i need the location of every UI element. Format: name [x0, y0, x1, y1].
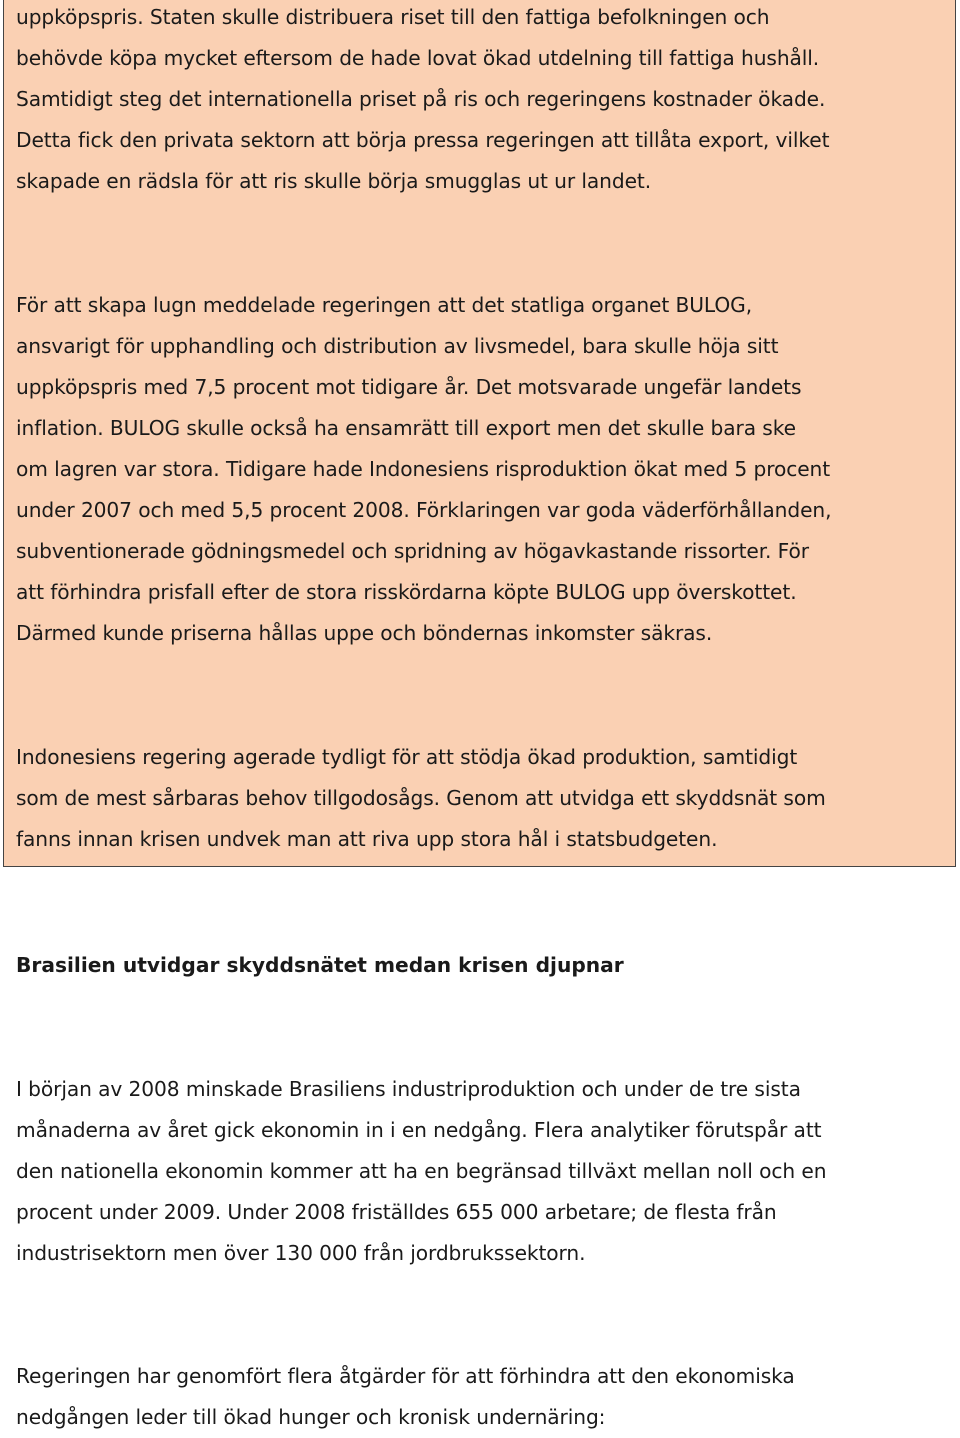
box-paragraph-3: Indonesiens regering agerade tydligt för att stödja ökad produktion, samtidigt som de mest sårbaras behov tillgodosågs. Genom att utvidga ett skyddsnät som fanns innan krisen undvek man att riva upp stora hål i statsbudgeten. [16, 745, 826, 851]
section-heading: Brasilien utvidgar skyddsnätet medan krisen djupnar [16, 953, 624, 977]
body-paragraph-2: Regeringen har genomfört flera åtgärder för att förhindra att den ekonomiska nedgången leder till ökad hunger och kronisk undernäring: [16, 1364, 795, 1429]
box-paragraph-1: uppköpspris. Staten skulle distribuera riset till den fattiga befolkningen och behövde köpa mycket eftersom de hade lovat ökad utdelning till fattiga hushåll. Samtidigt steg det internationella priset på ris och regeringens kostnader ökade. Detta fick den privata sektorn att börja pressa regeringen att tillåta export, vilket skapade en rädsla för att ris skulle börja smugglas ut ur landet. [16, 5, 830, 193]
box-paragraph-2: För att skapa lugn meddelade regeringen att det statliga organet BULOG, ansvarigt för upphandling och distribution av livsmedel, bara skulle höja sitt uppköpspris med 7,5 procent mot tidigare år. Det motsvarade ungefär landets inflation. BULOG skulle också ha ensamrätt till export men det skulle bara ske om lagren var stora. Tidigare hade Indonesiens risproduktion ökat med 5 procent under 2007 och med 5,5 procent 2008. Förklaringen var goda väderförhållanden, subventionerade gödningsmedel och spridning av högavkastande rissorter. För att förhindra prisfall efter de stora risskördarna köpte BULOG upp överskottet. Därmed kunde priserna hållas uppe och böndernas inkomster säkras. [16, 293, 832, 645]
body-paragraph-1: I början av 2008 minskade Brasiliens industriproduktion och under de tre sista månaderna av året gick ekonomin in i en nedgång. Flera analytiker förutspår att den nationella ekonomin kommer att ha en begränsad tillväxt mellan noll och en procent under 2009. Under 2008 friställdes 655 000 arbetare; de flesta från industrisektorn men över 130 000 från jordbrukssektorn. [16, 1077, 827, 1265]
